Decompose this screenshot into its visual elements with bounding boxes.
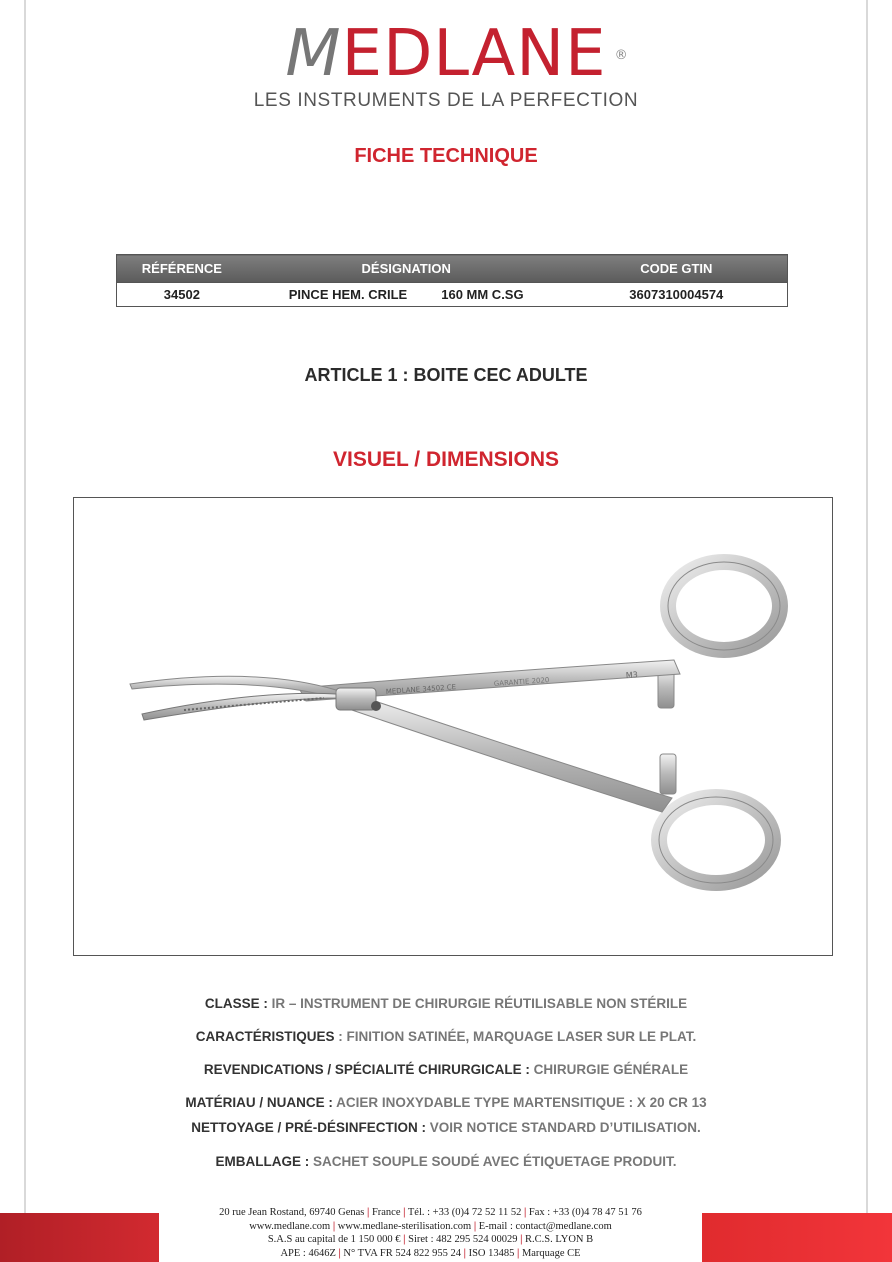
spec-nettoyage: NETTOYAGE / PRÉ-DÉSINFECTION : VOIR NOTICE STANDARD D’UTILISATION. bbox=[191, 1120, 701, 1135]
spec-emballage: EMBALLAGE : SACHET SOUPLE SOUDÉ AVEC ÉTIQUETAGE PRODUIT. bbox=[215, 1154, 677, 1169]
hinge-screw bbox=[371, 701, 381, 711]
email-link[interactable]: E-mail : contact@medlane.com bbox=[478, 1220, 612, 1232]
footer-red-bar-right bbox=[702, 1213, 892, 1262]
hemostat-forceps-image bbox=[74, 498, 832, 955]
footer-red-bar-left bbox=[0, 1213, 159, 1262]
cell-designation bbox=[247, 283, 566, 307]
header-designation: DÉSIGNATION bbox=[247, 255, 566, 283]
designation-size: 160 MM C.SG bbox=[441, 287, 524, 302]
logo-letter-m: M bbox=[285, 17, 342, 91]
sterilisation-website-link[interactable]: www.medlane-sterilisation.com bbox=[337, 1220, 472, 1232]
table-row bbox=[117, 283, 788, 307]
designation-name: PINCE HEM. CRILE bbox=[288, 287, 408, 302]
spec-materiau: MATÉRIAU / NUANCE : ACIER INOXYDABLE TYPE MARTENSITIQUE : X 20 CR 13 bbox=[185, 1095, 707, 1110]
logo-wordmark bbox=[285, 17, 629, 91]
footer-registration-line: APE : 4646Z | N° TVA FR 524 822 955 24 | ISO 13485 | Marquage CE bbox=[280, 1247, 581, 1259]
footer-legal-line: S.A.S au capital de 1 150 000 € | Siret : 482 295 524 00029 | R.C.S. LYON B bbox=[267, 1234, 594, 1245]
cell-gtin: 3607310004574 bbox=[566, 283, 788, 307]
table-header-row bbox=[117, 255, 788, 283]
header-gtin: CODE GTIN bbox=[566, 255, 788, 283]
instrument-visual-box bbox=[73, 497, 833, 956]
lower-ratchet bbox=[660, 754, 676, 794]
spec-classe: CLASSE : IR – INSTRUMENT DE CHIRURGIE RÉUTILISABLE NON STÉRILE bbox=[204, 996, 688, 1011]
logo-letters: EDLANE bbox=[341, 17, 607, 91]
spec-caracteristiques: CARACTÉRISTIQUES : FINITION SATINÉE, MARQUAGE LASER SUR LE PLAT. bbox=[195, 1029, 697, 1044]
cell-reference: 34502 bbox=[117, 283, 247, 307]
spec-revendications: REVENDICATIONS / SPÉCIALITÉ CHIRURGICALE : CHIRURGIE GÉNÉRALE bbox=[203, 1062, 689, 1077]
visuel-dimensions-title: VISUEL / DIMENSIONS bbox=[333, 448, 559, 471]
reference-table bbox=[116, 254, 788, 307]
lower-shank bbox=[346, 694, 672, 812]
brand-tagline: LES INSTRUMENTS DE LA PERFECTION bbox=[253, 90, 639, 111]
website-link[interactable]: www.medlane.com bbox=[249, 1220, 331, 1232]
footer-address-line: 20 rue Jean Rostand, 69740 Genas | France | Tél. : +33 (0)4 72 52 11 52 | Fax : +33 (0)4 78 47 51 76 bbox=[219, 1207, 642, 1218]
instrument-guarantee-mark: GARANTIE 2020 bbox=[493, 676, 550, 688]
brand-logo bbox=[0, 17, 892, 91]
box-lock bbox=[336, 688, 376, 710]
instrument-code-mark: M3 bbox=[625, 670, 639, 680]
fiche-technique-title: FICHE TECHNIQUE bbox=[354, 145, 538, 167]
instrument-brand-mark: MEDLANE 34502 CE bbox=[385, 683, 457, 696]
footer-web-line: www.medlane.com | www.medlane-sterilisation.com | E-mail : contact@medlane.com bbox=[249, 1220, 612, 1232]
company-footer bbox=[159, 1206, 702, 1260]
lower-jaw bbox=[142, 693, 336, 720]
registered-mark: ® bbox=[614, 48, 629, 63]
header-reference: RÉFÉRENCE bbox=[117, 255, 247, 283]
article-title: ARTICLE 1 : BOITE CEC ADULTE bbox=[304, 365, 588, 385]
